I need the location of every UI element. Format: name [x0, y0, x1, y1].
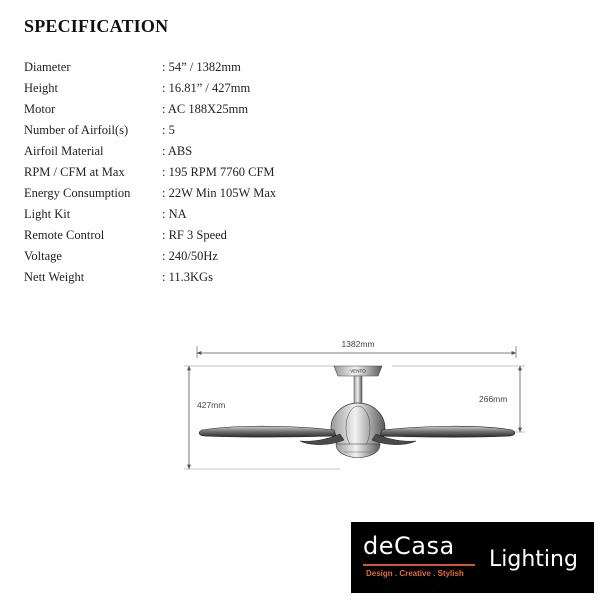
ceiling-fan-illustration	[199, 366, 515, 458]
blade-height-dimension	[392, 366, 525, 432]
spec-value: : 240/50Hz	[162, 249, 218, 263]
spec-value: : 16.81” / 427mm	[162, 81, 251, 95]
spec-label: Height	[24, 81, 59, 95]
brand-tagline: Design . Creative . Stylish	[366, 569, 464, 578]
page-title: SPECIFICATION	[24, 16, 169, 36]
spec-label: Light Kit	[24, 207, 71, 221]
width-label: 1382mm	[341, 339, 375, 349]
spec-label: Remote Control	[24, 228, 105, 242]
spec-value: : 11.3KGs	[162, 270, 213, 284]
spec-label: Number of Airfoil(s)	[24, 123, 129, 137]
brand-name: deCasa	[363, 532, 455, 560]
spec-label: Energy Consumption	[24, 186, 131, 200]
spec-value: : 195 RPM 7760 CFM	[162, 165, 275, 179]
brand-underline	[363, 564, 475, 566]
spec-label: Voltage	[24, 249, 62, 263]
spec-value: : 22W Min 105W Max	[162, 186, 277, 200]
spec-value: : RF 3 Speed	[162, 228, 227, 242]
width-dimension	[197, 339, 516, 358]
height-dimension	[184, 366, 340, 469]
brand-sub: Lighting	[489, 547, 578, 572]
spec-value: : 5	[162, 123, 175, 137]
spec-value: : ABS	[162, 144, 193, 158]
spec-value: : NA	[162, 207, 187, 221]
canopy-label: VENTO	[350, 368, 366, 374]
spec-label: RPM / CFM at Max	[24, 165, 125, 179]
spec-value: : 54” / 1382mm	[162, 60, 241, 74]
spec-value: : AC 188X25mm	[162, 102, 249, 116]
spec-label: Nett Weight	[24, 270, 85, 284]
brand-logo	[351, 522, 594, 593]
spec-label: Diameter	[24, 60, 71, 74]
spec-label: Motor	[24, 102, 56, 116]
spec-label: Airfoil Material	[24, 144, 104, 158]
height-label: 427mm	[197, 400, 226, 410]
blade-height-label: 266mm	[479, 394, 508, 404]
